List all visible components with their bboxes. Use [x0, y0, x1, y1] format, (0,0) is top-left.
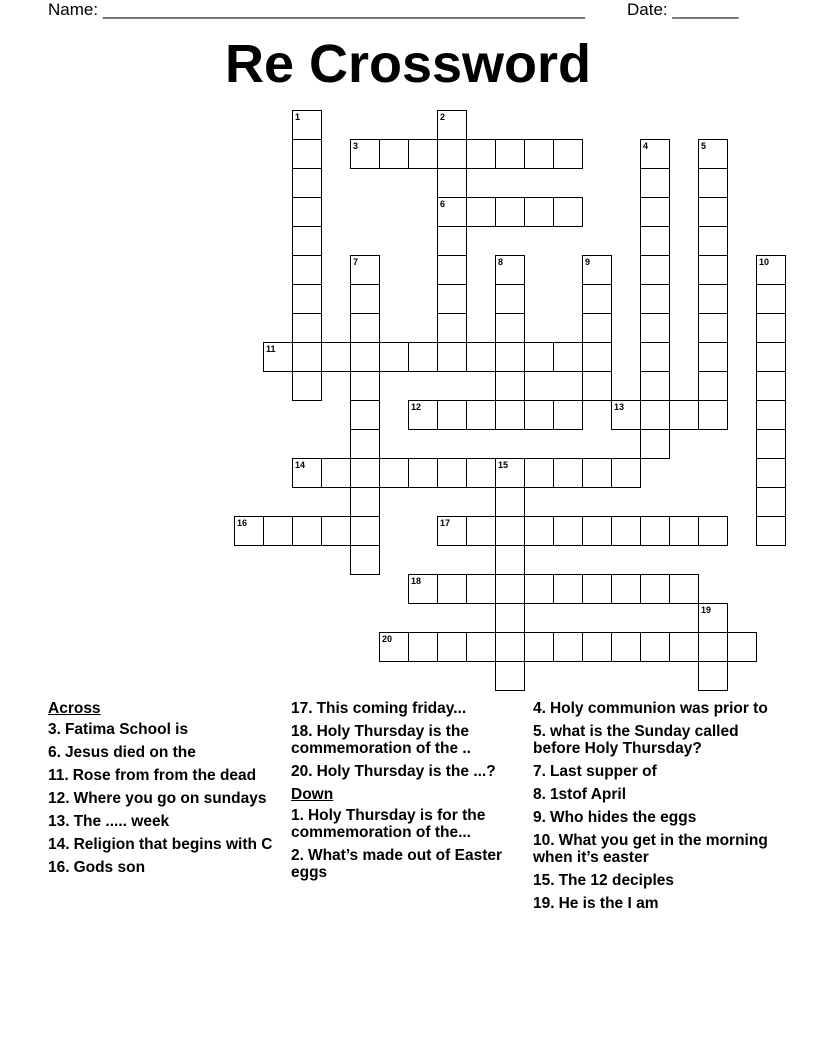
clue-item [48, 813, 283, 830]
grid-cell[interactable] [292, 313, 322, 343]
clue-text: This coming friday... [316, 700, 467, 717]
clue-item [533, 895, 768, 912]
grid-cell[interactable] [640, 139, 670, 169]
clue-text: Holy Thursday is the ...? [316, 763, 496, 780]
clue-item [48, 721, 283, 738]
clue-text: 1stof April [549, 786, 627, 803]
grid-cell[interactable] [495, 284, 525, 314]
grid-cell[interactable] [756, 429, 786, 459]
clue-item [48, 836, 283, 853]
grid-cell[interactable] [640, 255, 670, 285]
grid-cell[interactable] [553, 458, 583, 488]
grid-cell[interactable] [495, 197, 525, 227]
clue-number: 16. [48, 859, 70, 876]
clue-text: what is the Sunday called before Holy Thursday? [533, 723, 739, 757]
grid-cell[interactable] [437, 313, 467, 343]
grid-cell[interactable] [495, 516, 525, 546]
grid-cell[interactable] [524, 516, 554, 546]
clue-number: 17. [291, 700, 313, 717]
grid-cell[interactable] [553, 139, 583, 169]
grid-cell[interactable] [437, 226, 467, 256]
grid-cell[interactable] [408, 139, 438, 169]
name-line [48, 0, 585, 20]
grid-cell[interactable] [640, 400, 670, 430]
clue-item [291, 700, 526, 717]
clue-text: Who hides the eggs [549, 809, 697, 826]
grid-cell[interactable] [350, 429, 380, 459]
grid-cell[interactable] [669, 574, 699, 604]
grid-cell[interactable] [321, 516, 351, 546]
grid-cell[interactable] [640, 342, 670, 372]
clue-item [533, 786, 768, 803]
grid-cell[interactable] [437, 139, 467, 169]
grid-cell[interactable] [756, 487, 786, 517]
grid-cell[interactable] [756, 284, 786, 314]
clue-item [291, 763, 526, 780]
clue-item [291, 723, 526, 757]
grid-cell[interactable] [495, 313, 525, 343]
grid-cell[interactable] [408, 632, 438, 662]
grid-cell[interactable] [640, 632, 670, 662]
grid-cell[interactable] [292, 371, 322, 401]
grid-cell[interactable] [350, 342, 380, 372]
grid-cell[interactable] [350, 545, 380, 575]
clue-item [291, 847, 526, 881]
grid-cell[interactable] [727, 632, 757, 662]
grid-cell[interactable] [640, 516, 670, 546]
clue-text: Where you go on sundays [73, 790, 267, 807]
clue-number: 6. [48, 744, 61, 761]
grid-cell[interactable] [698, 632, 728, 662]
clue-item [533, 832, 768, 866]
clue-text: He is the I am [558, 895, 659, 912]
clue-text: Holy Thursday is for the commemoration of the... [291, 807, 486, 841]
cell-number: 12 [411, 402, 422, 412]
date-blank[interactable]: _______ [672, 0, 739, 19]
grid-cell[interactable] [350, 139, 380, 169]
clue-item [48, 859, 283, 876]
grid-cell[interactable] [524, 574, 554, 604]
grid-cell[interactable] [640, 168, 670, 198]
grid-cell[interactable] [582, 371, 612, 401]
grid-cell[interactable] [553, 197, 583, 227]
clue-item [291, 807, 526, 841]
grid-cell[interactable] [698, 139, 728, 169]
clue-number: 18. [291, 723, 313, 740]
grid-cell[interactable] [437, 632, 467, 662]
grid-cell[interactable] [698, 400, 728, 430]
grid-cell[interactable] [292, 516, 322, 546]
grid-cell[interactable] [466, 400, 496, 430]
grid-cell[interactable] [437, 400, 467, 430]
clue-number: 8. [533, 786, 546, 803]
grid-cell[interactable] [524, 197, 554, 227]
cell-number: 17 [440, 518, 451, 528]
cell-number: 10 [759, 257, 770, 267]
grid-cell[interactable] [698, 226, 728, 256]
grid-cell[interactable] [582, 458, 612, 488]
grid-cell[interactable] [379, 342, 409, 372]
clue-number: 1. [291, 807, 304, 824]
grid-cell[interactable] [669, 400, 699, 430]
grid-cell[interactable] [350, 400, 380, 430]
across-heading: Across [48, 700, 101, 717]
grid-cell[interactable] [495, 545, 525, 575]
down-heading: Down [291, 786, 334, 803]
grid-cell[interactable] [437, 197, 467, 227]
grid-cell[interactable] [756, 458, 786, 488]
grid-cell[interactable] [611, 516, 641, 546]
grid-cell[interactable] [234, 516, 264, 546]
grid-cell[interactable] [495, 371, 525, 401]
grid-cell[interactable] [698, 603, 728, 633]
grid-cell[interactable] [292, 226, 322, 256]
grid-cell[interactable] [524, 342, 554, 372]
cell-number: 18 [411, 576, 422, 586]
grid-cell[interactable] [698, 661, 728, 691]
clue-item [48, 744, 283, 761]
grid-cell[interactable] [408, 342, 438, 372]
grid-cell[interactable] [292, 110, 322, 140]
grid-cell[interactable] [263, 516, 293, 546]
clue-number: 19. [533, 895, 555, 912]
grid-cell[interactable] [640, 429, 670, 459]
grid-cell[interactable] [495, 139, 525, 169]
grid-cell[interactable] [466, 516, 496, 546]
cell-number: 5 [701, 141, 707, 151]
cell-number: 4 [643, 141, 649, 151]
clue-text: Holy Thursday is the commemoration of the .. [291, 723, 471, 757]
grid-cell[interactable] [379, 139, 409, 169]
page-title: Re Crossword [224, 34, 592, 94]
grid-cell[interactable] [553, 574, 583, 604]
clue-column-2 [291, 700, 526, 887]
grid-cell[interactable] [495, 458, 525, 488]
clue-number: 3. [48, 721, 61, 738]
grid-cell[interactable] [350, 516, 380, 546]
clue-number: 13. [48, 813, 70, 830]
grid-cell[interactable] [495, 574, 525, 604]
grid-cell[interactable] [437, 574, 467, 604]
grid-cell[interactable] [669, 516, 699, 546]
grid-cell[interactable] [698, 342, 728, 372]
clue-text: Holy communion was prior to [549, 700, 768, 717]
grid-cell[interactable] [466, 139, 496, 169]
clue-text: Fatima School is [64, 721, 189, 738]
cell-number: 1 [295, 112, 301, 122]
grid-cell[interactable] [640, 313, 670, 343]
grid-cell[interactable] [350, 255, 380, 285]
grid-cell[interactable] [611, 458, 641, 488]
grid-cell[interactable] [553, 342, 583, 372]
clue-number: 20. [291, 763, 313, 780]
clue-number: 12. [48, 790, 70, 807]
cell-number: 16 [237, 518, 248, 528]
clue-item [48, 790, 283, 807]
grid-cell[interactable] [321, 458, 351, 488]
grid-cell[interactable] [321, 342, 351, 372]
grid-cell[interactable] [292, 255, 322, 285]
grid-cell[interactable] [611, 574, 641, 604]
clue-number: 15. [533, 872, 555, 889]
cell-number: 14 [295, 460, 306, 470]
grid-cell[interactable] [263, 342, 293, 372]
grid-cell[interactable] [582, 342, 612, 372]
clue-item [48, 767, 283, 784]
date-line [627, 0, 739, 20]
grid-cell[interactable] [466, 458, 496, 488]
cell-number: 15 [498, 460, 509, 470]
clue-number: 9. [533, 809, 546, 826]
clue-text: Rose from from the dead [72, 767, 257, 784]
grid-cell[interactable] [582, 632, 612, 662]
grid-cell[interactable] [669, 632, 699, 662]
cell-number: 8 [498, 257, 504, 267]
grid-cell[interactable] [756, 313, 786, 343]
name-label: Name: [48, 0, 99, 19]
cell-number: 19 [701, 605, 712, 615]
clue-text: The 12 deciples [558, 872, 675, 889]
grid-cell[interactable] [582, 313, 612, 343]
grid-cell[interactable] [640, 197, 670, 227]
clue-number: 7. [533, 763, 546, 780]
clue-column-1 [48, 700, 283, 882]
clue-text: The ..... week [73, 813, 170, 830]
name-blank[interactable]: ___________________________________________________ [102, 0, 585, 19]
grid-cell[interactable] [553, 632, 583, 662]
cell-number: 20 [382, 634, 393, 644]
clue-number: 2. [291, 847, 304, 864]
grid-cell[interactable] [756, 371, 786, 401]
grid-cell[interactable] [408, 458, 438, 488]
grid-cell[interactable] [698, 255, 728, 285]
grid-cell[interactable] [350, 284, 380, 314]
cell-number: 9 [585, 257, 591, 267]
clue-text: Jesus died on the [64, 744, 196, 761]
grid-cell[interactable] [437, 458, 467, 488]
grid-cell[interactable] [698, 371, 728, 401]
grid-cell[interactable] [640, 574, 670, 604]
grid-cell[interactable] [350, 371, 380, 401]
grid-cell[interactable] [437, 516, 467, 546]
grid-cell[interactable] [524, 632, 554, 662]
grid-cell[interactable] [495, 661, 525, 691]
grid-cell[interactable] [698, 284, 728, 314]
clue-number: 4. [533, 700, 546, 717]
grid-cell[interactable] [408, 574, 438, 604]
cell-number: 6 [440, 199, 446, 209]
clue-text: Religion that begins with C [73, 836, 273, 853]
clue-item [533, 763, 768, 780]
grid-cell[interactable] [466, 574, 496, 604]
grid-cell[interactable] [437, 342, 467, 372]
grid-cell[interactable] [437, 255, 467, 285]
grid-cell[interactable] [437, 168, 467, 198]
clue-text: What’s made out of Easter eggs [291, 847, 503, 881]
clue-number: 14. [48, 836, 70, 853]
cell-number: 11 [266, 344, 276, 354]
grid-cell[interactable] [466, 342, 496, 372]
grid-cell[interactable] [466, 197, 496, 227]
clue-text: Last supper of [549, 763, 657, 780]
grid-cell[interactable] [495, 487, 525, 517]
grid-cell[interactable] [437, 284, 467, 314]
grid-cell[interactable] [640, 226, 670, 256]
grid-cell[interactable] [611, 632, 641, 662]
clue-text: Gods son [73, 859, 146, 876]
grid-cell[interactable] [292, 458, 322, 488]
grid-cell[interactable] [756, 255, 786, 285]
grid-cell[interactable] [292, 342, 322, 372]
clue-number: 11. [48, 767, 69, 784]
clue-item [533, 872, 768, 889]
grid-cell[interactable] [350, 313, 380, 343]
cell-number: 7 [353, 257, 359, 267]
clue-item [533, 723, 768, 757]
cell-number: 13 [614, 402, 625, 412]
grid-cell[interactable] [292, 168, 322, 198]
grid-cell[interactable] [698, 313, 728, 343]
grid-cell[interactable] [466, 632, 496, 662]
grid-cell[interactable] [582, 284, 612, 314]
clue-text: What you get in the morning when it’s easter [533, 832, 768, 866]
grid-cell[interactable] [698, 516, 728, 546]
cell-number: 3 [353, 141, 359, 151]
grid-cell[interactable] [582, 255, 612, 285]
grid-cell[interactable] [582, 574, 612, 604]
grid-cell[interactable] [292, 197, 322, 227]
grid-cell[interactable] [553, 516, 583, 546]
grid-cell[interactable] [698, 197, 728, 227]
grid-cell[interactable] [640, 371, 670, 401]
grid-cell[interactable] [292, 139, 322, 169]
grid-cell[interactable] [582, 516, 612, 546]
grid-cell[interactable] [495, 255, 525, 285]
grid-cell[interactable] [756, 400, 786, 430]
grid-cell[interactable] [495, 400, 525, 430]
clue-column-3 [533, 700, 768, 918]
grid-cell[interactable] [350, 458, 380, 488]
grid-cell[interactable] [698, 168, 728, 198]
grid-cell[interactable] [524, 400, 554, 430]
grid-cell[interactable] [611, 400, 641, 430]
grid-cell[interactable] [408, 400, 438, 430]
grid-cell[interactable] [524, 458, 554, 488]
grid-cell[interactable] [350, 487, 380, 517]
cell-number: 2 [440, 112, 446, 122]
grid-cell[interactable] [495, 342, 525, 372]
grid-cell[interactable] [756, 516, 786, 546]
grid-cell[interactable] [379, 632, 409, 662]
clue-number: 10. [533, 832, 555, 849]
clue-number: 5. [533, 723, 546, 740]
grid-cell[interactable] [292, 284, 322, 314]
grid-cell[interactable] [756, 342, 786, 372]
grid-cell[interactable] [553, 400, 583, 430]
grid-cell[interactable] [524, 139, 554, 169]
clue-item [533, 700, 768, 717]
grid-cell[interactable] [495, 632, 525, 662]
grid-cell[interactable] [379, 458, 409, 488]
grid-cell[interactable] [640, 284, 670, 314]
grid-cell[interactable] [495, 603, 525, 633]
date-label: Date: [627, 0, 668, 19]
grid-cell[interactable] [437, 110, 467, 140]
clue-item [533, 809, 768, 826]
